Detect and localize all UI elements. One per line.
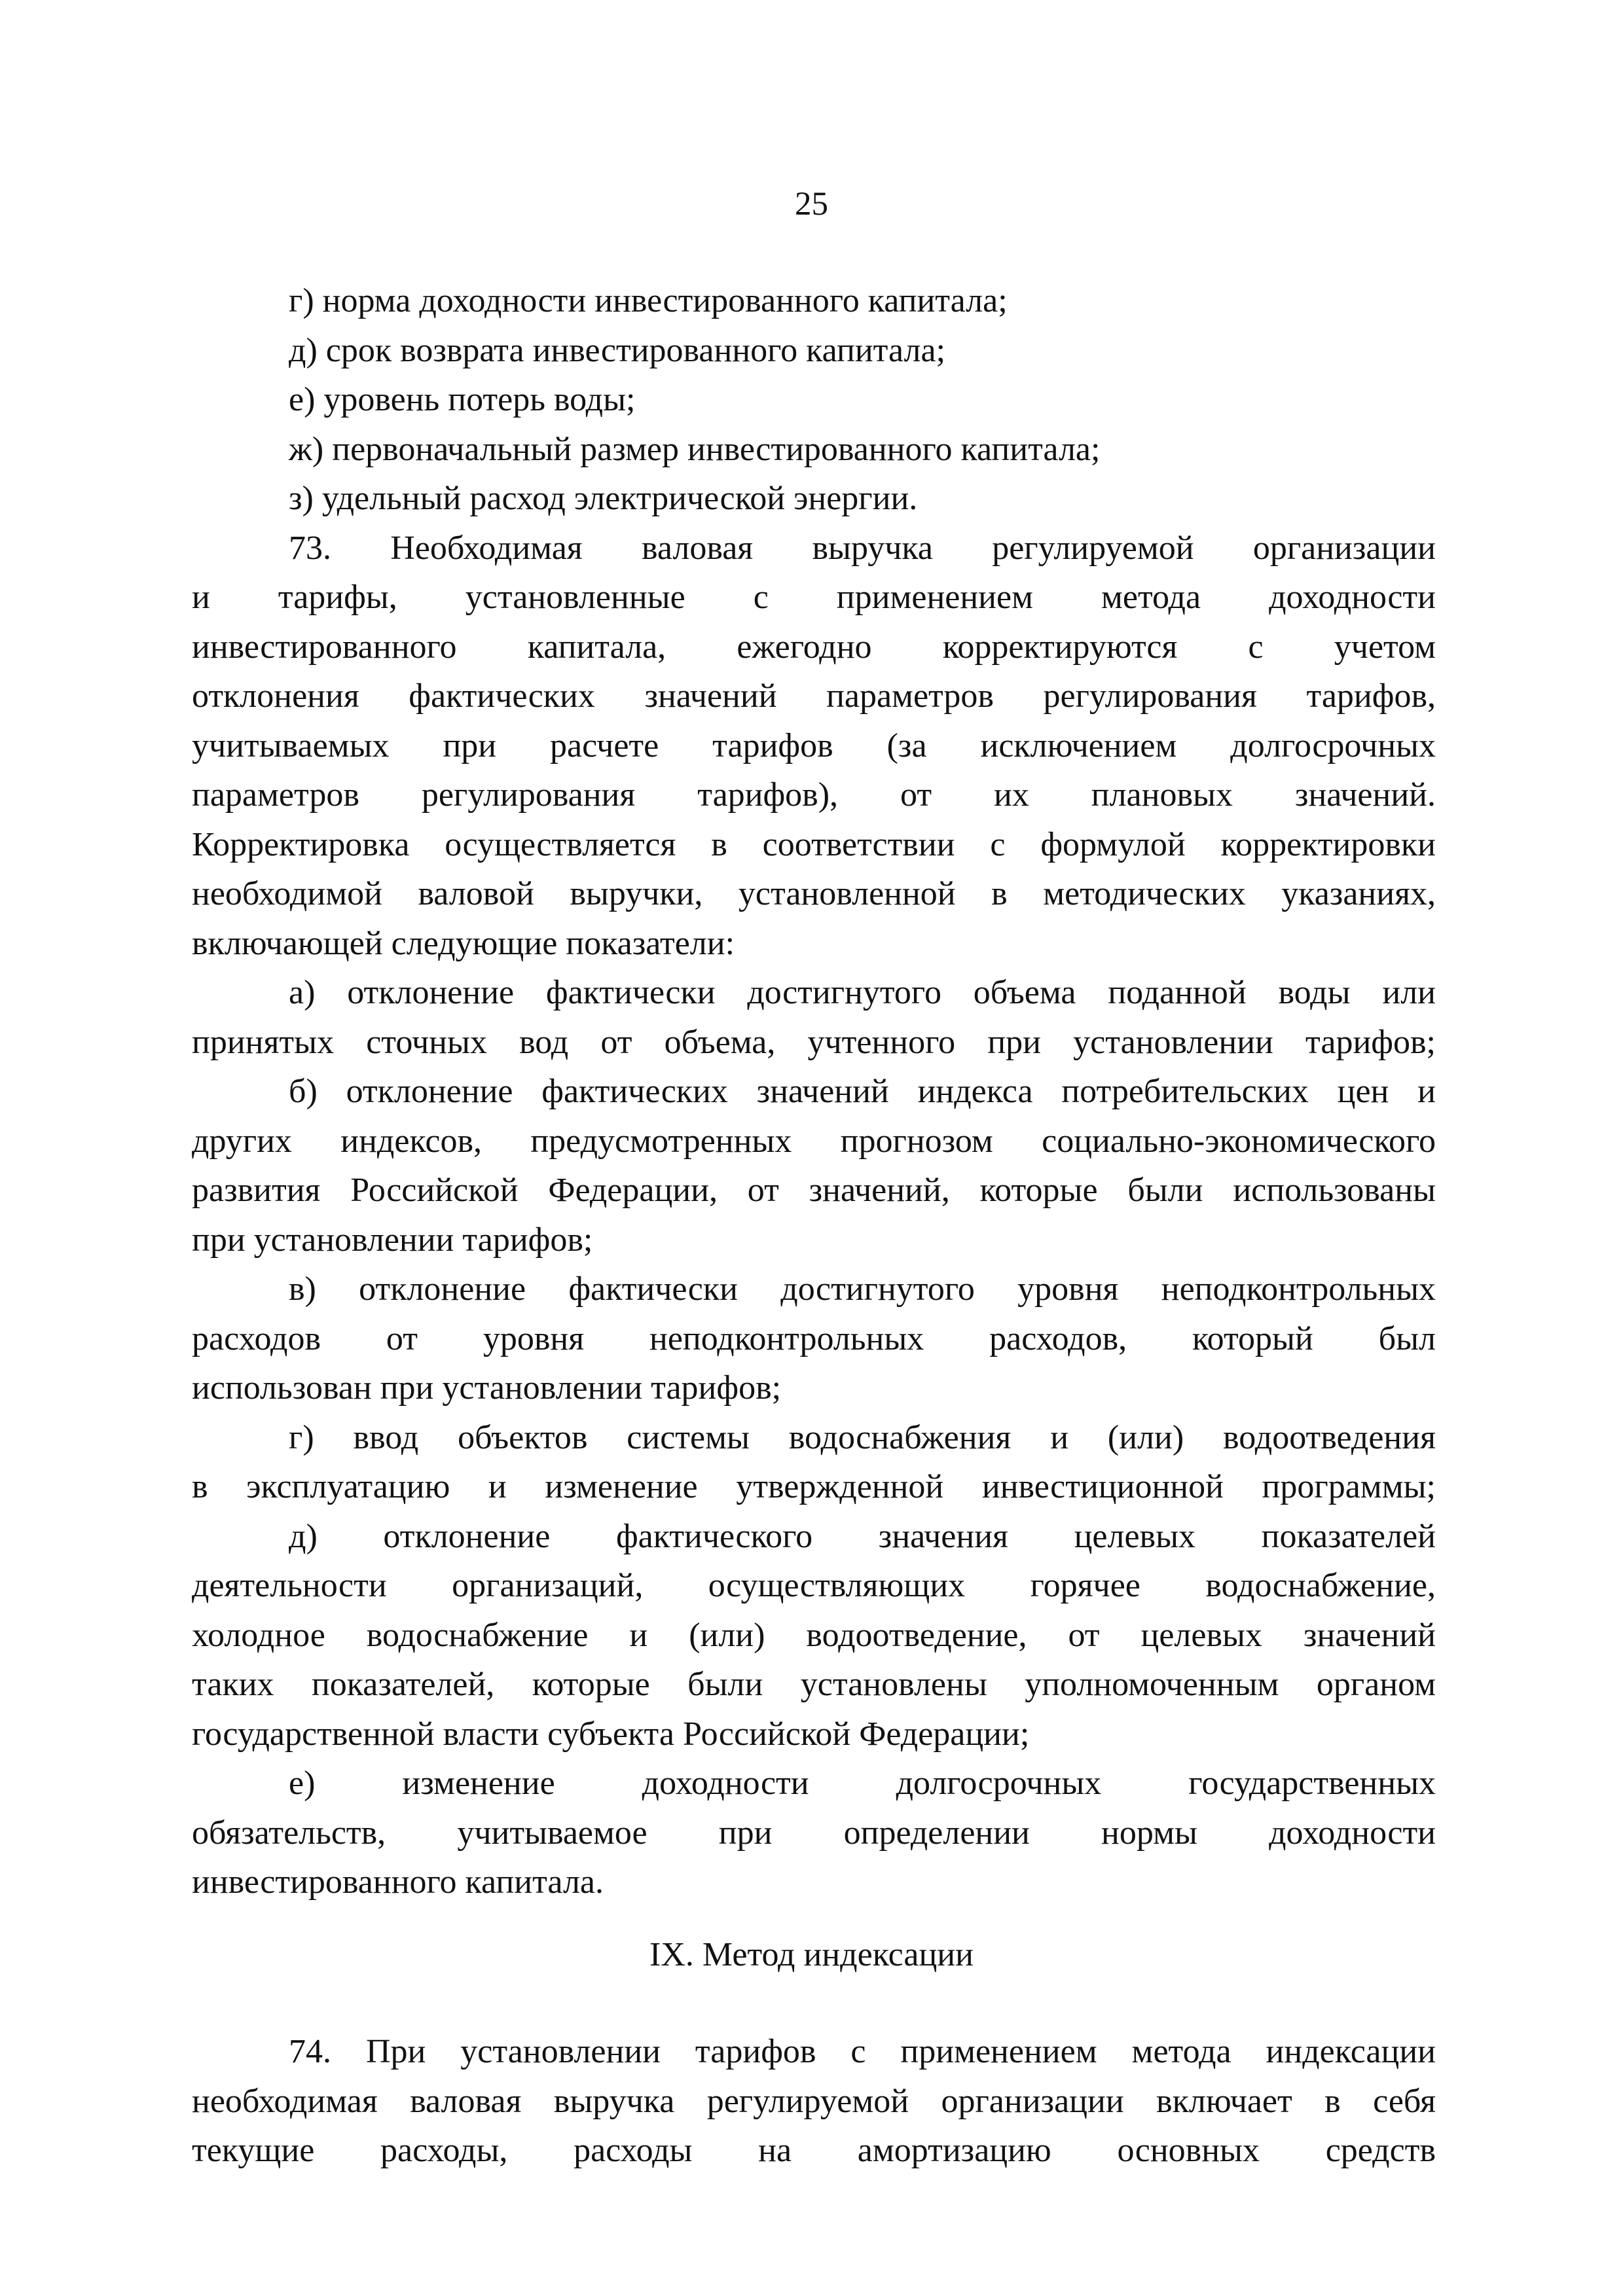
text-line: таких показателей, которые были установлены уполномоченным органом <box>192 1666 1436 1703</box>
text-line: деятельности организаций, осуществляющих горячее водоснабжение, <box>192 1567 1436 1604</box>
text-line: в эксплуатацию и изменение утвержденной инвестиционной программы; <box>192 1468 1436 1505</box>
text-line: Корректировка осуществляется в соответствии с формулой корректировки <box>192 825 1436 863</box>
text-line: в) отклонение фактически достигнутого уровня неподконтрольных <box>289 1270 1436 1308</box>
text-line: е) уровень потерь воды; <box>289 381 636 418</box>
text-line: 74. При установлении тарифов с применением метода индексации <box>289 2033 1436 2070</box>
text-line: д) отклонение фактического значения целевых показателей <box>289 1517 1436 1555</box>
text-line: необходимой валовой выручки, установленной в методических указаниях, <box>192 875 1436 912</box>
text-line: ж) первоначальный размер инвестированного капитала; <box>289 430 1101 468</box>
text-line: инвестированного капитала, ежегодно корректируются с учетом <box>192 628 1436 666</box>
text-line: включающей следующие показатели: <box>192 924 735 962</box>
text-line: учитываемых при расчете тарифов (за исключением долгосрочных <box>192 726 1436 764</box>
page-number: 25 <box>795 186 828 223</box>
text-line: и тарифы, установленные с применением метода доходности <box>192 579 1436 616</box>
text-line: параметров регулирования тарифов), от их плановых значений. <box>192 776 1436 814</box>
text-line: 73. Необходимая валовая выручка регулируемой организации <box>289 529 1436 567</box>
text-line: государственной власти субъекта Российской Федерации; <box>192 1715 1030 1753</box>
text-line: принятых сточных вод от объема, учтенного при установлении тарифов; <box>192 1023 1436 1061</box>
text-line: обязательств, учитываемое при определении нормы доходности <box>192 1814 1436 1852</box>
text-line: е) изменение доходности долгосрочных государственных <box>289 1765 1436 1802</box>
text-line: инвестированного капитала. <box>192 1863 604 1901</box>
text-line: б) отклонение фактических значений индекса потребительских цен и <box>289 1073 1436 1110</box>
text-line: расходов от уровня неподконтрольных расходов, который был <box>192 1319 1436 1357</box>
body-text-bottom <box>192 2027 1436 2176</box>
text-line: развития Российской Федерации, от значений, которые были использованы <box>192 1172 1436 1209</box>
text-line: г) ввод объектов системы водоснабжения и (или) водоотведения <box>289 1418 1436 1456</box>
text-line: з) удельный расход электрической энергии. <box>289 480 918 517</box>
text-line: других индексов, предусмотренных прогнозом социально-экономического <box>192 1122 1436 1160</box>
text-line: отклонения фактических значений параметров регулирования тарифов, <box>192 677 1436 715</box>
section-heading: IX. Метод индексации <box>649 1936 974 1973</box>
text-line: а) отклонение фактически достигнутого объема поданной воды или <box>289 974 1436 1011</box>
text-line: текущие расходы, расходы на амортизацию основных средств <box>192 2132 1436 2169</box>
text-line: при установлении тарифов; <box>192 1221 593 1259</box>
text-line: г) норма доходности инвестированного капитала; <box>289 282 1008 319</box>
text-line: использован при установлении тарифов; <box>192 1369 782 1407</box>
body-text-top <box>192 276 1436 1907</box>
text-line: необходимая валовая выручка регулируемой организации включает в себя <box>192 2082 1436 2120</box>
text-line: холодное водоснабжение и (или) водоотведение, от целевых значений <box>192 1616 1436 1654</box>
text-line: д) срок возврата инвестированного капитала; <box>289 331 946 369</box>
